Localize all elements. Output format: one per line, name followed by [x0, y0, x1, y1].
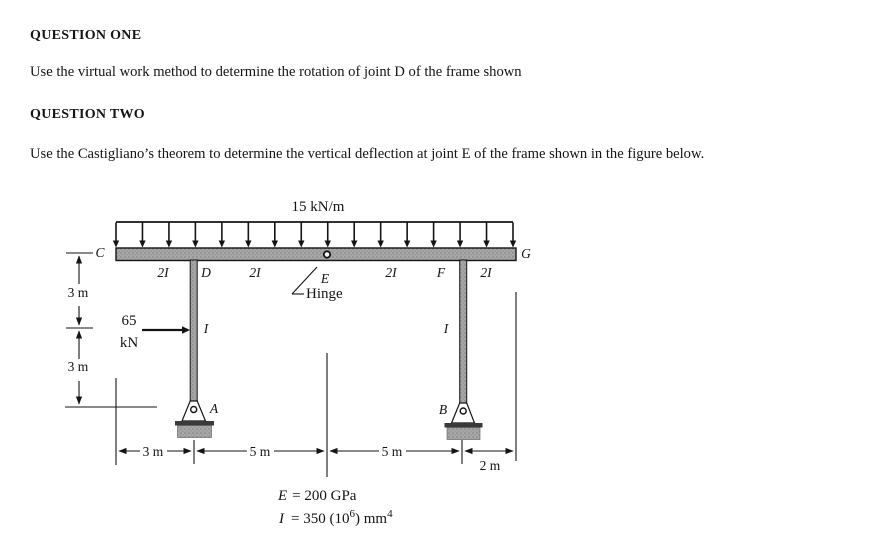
- i-value-a: = 350 (10: [291, 511, 350, 527]
- member-label-ad: I: [203, 321, 209, 336]
- i-symbol: I: [279, 511, 284, 527]
- beam-member: [116, 248, 516, 261]
- hinge-label: Hinge: [306, 286, 343, 302]
- material-properties: [277, 488, 393, 527]
- support-a-pin: [191, 407, 197, 413]
- point-load: [120, 313, 190, 351]
- frame-diagram: [0, 185, 560, 556]
- dim-label-left-lower: 3 m: [67, 359, 89, 374]
- dim-label-bottom-3: 5 m: [381, 444, 403, 459]
- column-left: [190, 260, 197, 401]
- dim-label-bottom-1: 3 m: [142, 444, 164, 459]
- joint-label-e: E: [320, 271, 330, 286]
- member-label-ef: 2I: [385, 265, 397, 280]
- joint-label-c: C: [95, 245, 105, 260]
- joint-label-b: B: [438, 402, 448, 417]
- support-b: [445, 403, 483, 440]
- support-b-foundation: [447, 428, 480, 440]
- support-b-pin: [460, 408, 466, 414]
- support-b-plate: [445, 423, 483, 428]
- i-superscript-a: 6: [349, 508, 355, 520]
- dim-label-left-upper: 3 m: [67, 285, 89, 300]
- i-superscript-b: 4: [387, 508, 393, 520]
- point-load-arrow-head: [182, 326, 190, 334]
- e-value: = 200 GPa: [292, 488, 357, 504]
- distributed-load-label: 15 kN/m: [291, 199, 345, 215]
- question-one-title: QUESTION ONE: [30, 28, 142, 43]
- support-a-foundation: [178, 426, 212, 438]
- joint-label-a: A: [209, 401, 219, 416]
- elastic-modulus-text: [277, 488, 357, 504]
- i-value-b: ) mm: [354, 511, 388, 527]
- column-right: [460, 260, 467, 403]
- e-symbol: E: [278, 488, 288, 504]
- dim-label-bottom-4: 2 m: [479, 458, 501, 473]
- hinge-circle: [324, 251, 330, 257]
- member-label-fg: 2I: [480, 265, 492, 280]
- question-two-body: Use the Castigliano’s theorem to determine the vertical deflection at joint E of the frame shown in the figure below.: [30, 146, 705, 162]
- support-a-plate: [175, 421, 214, 426]
- support-a: [175, 401, 214, 438]
- distributed-load-arrows: [113, 223, 516, 248]
- member-label-cd: 2I: [157, 265, 169, 280]
- member-label-bf: I: [443, 321, 449, 336]
- question-one-body: Use the virtual work method to determine the rotation of joint D of the frame shown: [30, 64, 522, 80]
- joint-label-d: D: [201, 265, 211, 280]
- bottom-dimension-chain: [116, 292, 516, 477]
- joint-label-f: F: [436, 265, 446, 280]
- moment-of-inertia-text: [278, 508, 393, 527]
- distributed-load: [113, 199, 516, 248]
- joint-label-g: G: [521, 246, 531, 261]
- hinge-callout: [292, 267, 343, 302]
- member-label-de: 2I: [249, 265, 261, 280]
- question-two-title: QUESTION TWO: [30, 107, 145, 122]
- point-load-value: 65: [121, 313, 137, 329]
- dim-label-bottom-2: 5 m: [249, 444, 271, 459]
- point-load-unit: kN: [119, 335, 139, 351]
